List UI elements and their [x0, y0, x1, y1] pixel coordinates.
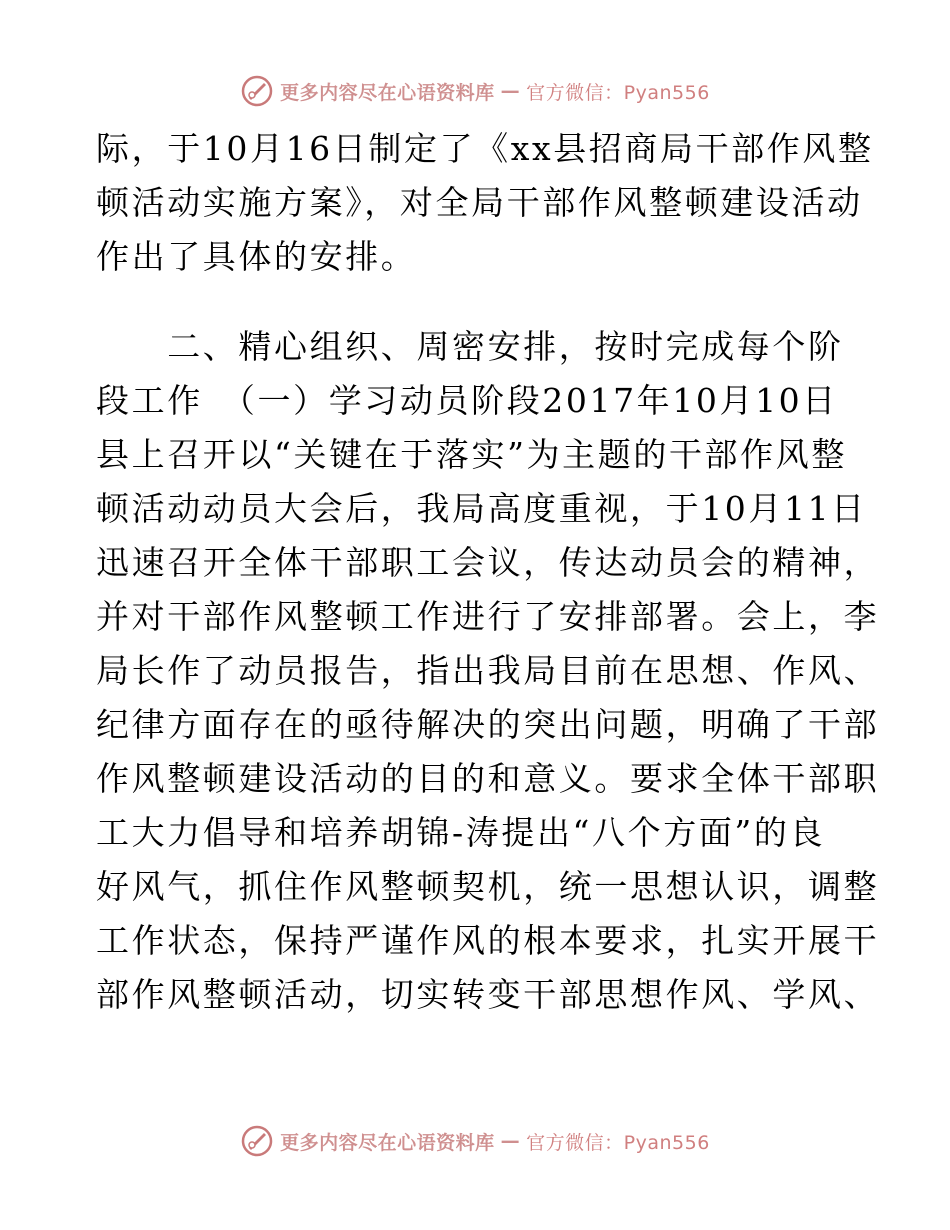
text-line: 二、精心组织、周密安排，按时完成每个阶 [96, 327, 844, 366]
watermark-contact: 官方微信：Pyan556 [526, 1131, 710, 1154]
header-watermark [0, 74, 950, 108]
text-line: 工作状态，保持严谨作风的根本要求，扎实开展干 [96, 921, 880, 960]
text-line: 顿活动实施方案》，对全局干部作风整顿建设活动 [96, 183, 863, 222]
text-line: 县上召开以“关键在于落实”为主题的干部作风整 [96, 435, 847, 474]
text-line: 顿活动动员大会后，我局高度重视，于10月11日 [96, 489, 867, 528]
text-line: 际，于10月16日制定了《xx县招商局干部作风整 [96, 129, 874, 168]
paragraph-2 [96, 320, 880, 1022]
text-line: 工大力倡导和培养胡锦-涛提出“八个方面”的良 [96, 813, 826, 852]
document-body [96, 122, 880, 1022]
text-line: 部作风整顿活动，切实转变干部思想作风、学风、 [96, 975, 880, 1014]
quill-logo-icon [240, 1124, 274, 1158]
text-line: 作风整顿建设活动的目的和意义。要求全体干部职 [96, 759, 880, 798]
paragraph-1 [96, 122, 874, 284]
text-line: 作出了具体的安排。 [96, 237, 417, 276]
text-line: 并对干部作风整顿工作进行了安排部署。会上，李 [96, 597, 880, 636]
watermark-text: 更多内容尽在心语资料库 [280, 1131, 495, 1154]
footer-watermark [0, 1124, 950, 1158]
watermark-text: 更多内容尽在心语资料库 [280, 81, 495, 104]
paragraph-gap [96, 284, 856, 320]
text-line: 局长作了动员报告，指出我局目前在思想、作风、 [96, 651, 880, 690]
watermark-contact: 官方微信：Pyan556 [526, 81, 710, 104]
text-line: 纪律方面存在的亟待解决的突出问题，明确了干部 [96, 705, 880, 744]
text-line: 段工作 （一）学习动员阶段2017年10月10日 [96, 381, 838, 420]
quill-logo-icon [240, 74, 274, 108]
text-line: 好风气，抓住作风整顿契机，统一思想认识，调整 [96, 867, 880, 906]
watermark-dash: — [500, 1130, 521, 1152]
watermark-dash: — [500, 80, 521, 102]
text-line: 迅速召开全体干部职工会议，传达动员会的精神， [96, 543, 880, 582]
